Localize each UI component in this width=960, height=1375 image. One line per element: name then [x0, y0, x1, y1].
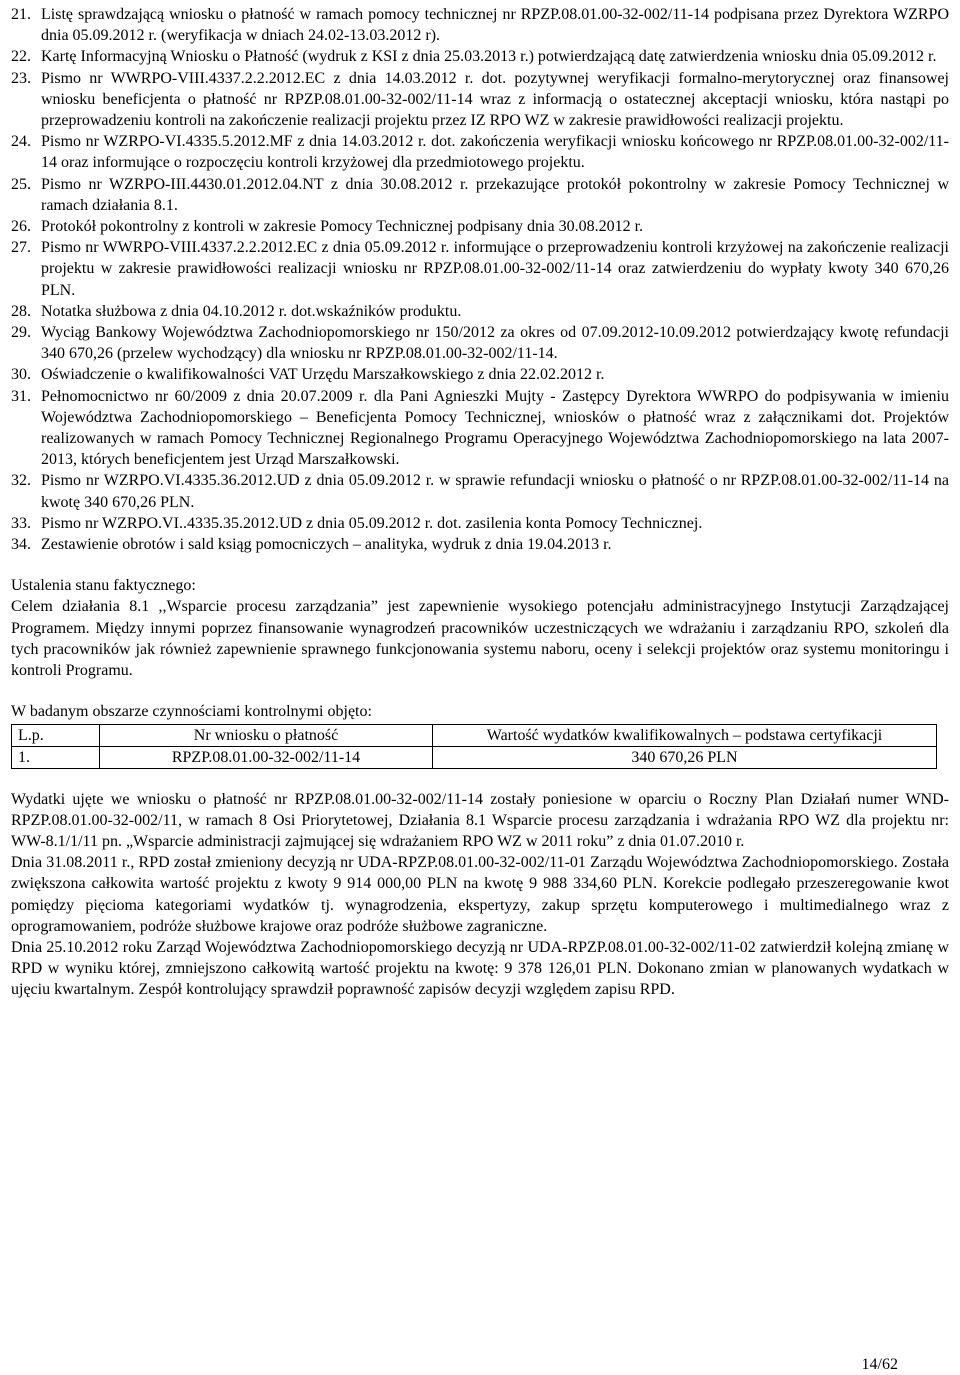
item-text: Protokół pokontrolny z kontroli w zakresie Pomocy Technicznej podpisany dnia 30.08.2012 r. — [41, 218, 644, 236]
closing-paragraph: Wydatki ujęte we wniosku o płatność nr RPZP.08.01.00-32-002/11-14 zostały poniesione w oparciu o Roczny Plan Działań numer WND-RPZP.08.01.00-32-002/11, w ramach 8 Osi Priorytetowej, Działania 8.1 Wsparcie procesu zarządzania i wdrażania RPO WZ dla projektu nr: WW-8.1/1/11 pn. „Wsparcie administracji zajmującej się wdrażaniem RPO WZ w 2011 roku” z dnia 01.07.2010 r. — [11, 790, 949, 850]
list-item — [11, 322, 949, 364]
findings-heading: Ustalenia stanu faktycznego: — [11, 577, 196, 595]
column-header-eligible-value: Wartość wydatków kwalifikowalnych – podstawa certyfikacji — [433, 724, 937, 746]
table-cell: RPZP.08.01.00-32-002/11-14 — [100, 746, 433, 768]
table-cell: 1. — [12, 746, 100, 768]
item-number: 22. — [11, 48, 31, 66]
item-text: Pismo nr WWRPO-VIII.4337.2.2.2012.EC z dnia 05.09.2012 r. informujące o przeprowadzeniu kontroli krzyżowej na zakończenie realizacji projektu w zakresie prawidłowości realizacji wniosku nr RPZP.08.01.00-32-002/11-14 oraz zatwierdzeniu do wypłaty kwoty 340 670,26 PLN. — [41, 239, 949, 299]
scope-table — [11, 724, 937, 769]
item-number: 25. — [11, 175, 31, 193]
attachments-list — [11, 4, 949, 555]
list-item — [11, 364, 949, 385]
list-item — [11, 4, 949, 46]
item-text: Notatka służbowa z dnia 04.10.2012 r. dot.wskaźników produktu. — [41, 302, 462, 320]
list-item — [11, 237, 949, 301]
list-item — [11, 386, 949, 471]
item-text: Zestawienie obrotów i sald ksiąg pomocniczych – analityka, wydruk z dnia 19.04.2013 r. — [41, 536, 612, 554]
item-text: Oświadczenie o kwalifikowalności VAT Urzędu Marszałkowskiego z dnia 22.02.2012 r. — [41, 366, 605, 384]
list-item — [11, 46, 949, 67]
table-row — [12, 746, 937, 768]
item-number: 27. — [11, 239, 31, 257]
item-text: Pismo nr WZRPO.VI..4335.35.2012.UD z dnia 05.09.2012 r. dot. zasilenia konta Pomocy Technicznej. — [41, 514, 703, 532]
item-text: Wyciąg Bankowy Województwa Zachodniopomorskiego nr 150/2012 za okres od 07.09.2012-10.09.2012 potwierdzający kwotę refundacji 340 670,26 (przelew wychodzący) dla wniosku nr RPZP.08.01.00-32-002/11-14. — [41, 324, 949, 363]
item-number: 26. — [11, 218, 31, 236]
table-header-row — [12, 724, 937, 746]
list-item — [11, 534, 949, 555]
item-number: 24. — [11, 133, 31, 151]
item-number: 28. — [11, 302, 31, 320]
item-number: 29. — [11, 324, 31, 342]
item-number: 32. — [11, 472, 31, 490]
item-number: 34. — [11, 536, 31, 554]
findings-paragraph: Celem działania 8.1 ,,Wsparcie procesu zarządzania” jest zapewnienie wysokiego potencjału administracyjnego Instytucji Zarządzającej Programem. Między innymi poprzez finansowanie wynagrodzeń pracowników uczestniczących we wdrażaniu i zarządzaniu RPO, szkoleń dla tych pracowników jak również zapewnienie sprawnego funkcjonowania systemu naboru, oceny i selekcji projektów oraz systemu monitoringu i kontroli Programu. — [11, 598, 949, 680]
item-text: Kartę Informacyjną Wniosku o Płatność (wydruk z KSI z dnia 25.03.2013 r.) potwierdzającą datę zatwierdzenia wniosku dnia 05.09.2012 r. — [41, 48, 937, 66]
list-item — [11, 470, 949, 512]
item-number: 30. — [11, 366, 31, 384]
list-item — [11, 216, 949, 237]
document-page — [11, 4, 949, 1001]
scope-intro: W badanym obszarze czynnościami kontrolnymi objęto: — [11, 703, 372, 721]
item-number: 21. — [11, 6, 31, 23]
list-item — [11, 174, 949, 216]
item-text: Pismo nr WZRPO-VI.4335.5.2012.MF z dnia 14.03.2012 r. dot. zakończenia weryfikacji wniosku końcowego nr RPZP.08.01.00-32-002/11-14 oraz informujące o rozpoczęciu kontroli krzyżowej dla przedmiotowego projektu. — [41, 133, 949, 172]
item-number: 23. — [11, 69, 31, 87]
column-header-lp: L.p. — [12, 724, 100, 746]
list-item — [11, 131, 949, 173]
item-number: 33. — [11, 514, 31, 532]
page-number: 14/62 — [861, 1356, 898, 1373]
list-item — [11, 513, 949, 534]
closing-paragraph: Dnia 31.08.2011 r., RPD został zmieniony decyzją nr UDA-RPZP.08.01.00-32-002/11-01 Zarządu Województwa Zachodniopomorskiego. Została zwiększona całkowita wartość projektu z kwoty 9 914 000,00 PLN na kwotę 9 988 334,60 PLN. Korekcie podlegało przeszeregowanie kwot pomiędzy pięcioma kategoriami wydatków tj. wynagrodzenia, ekspertyzy, zakup sprzętu komputerowego i multimedialnego wraz z oprogramowaniem, podróże służbowe krajowe oraz podróże służbowe zagraniczne. — [11, 854, 949, 935]
item-text: Pismo nr WZRPO-III.4430.01.2012.04.NT z dnia 30.08.2012 r. przekazujące protokół pokontrolny w zakresie Pomocy Technicznej w ramach działania 8.1. — [41, 175, 949, 214]
list-item — [11, 68, 949, 132]
item-text: Listę sprawdzającą wniosku o płatność w ramach pomocy technicznej nr RPZP.08.01.00-32-002/11-14 podpisana przez Dyrektora WZRPO dnia 05.09.2012 r. (weryfikacja w dniach 24.02-13.03.2012 r). — [41, 6, 949, 45]
item-number: 31. — [11, 387, 31, 405]
closing-paragraph: Dnia 25.10.2012 roku Zarząd Województwa Zachodniopomorskiego decyzją nr UDA-RPZP.08.01.00-32-002/11-02 zatwierdził kolejną zmianę w RPD w wyniku której, zmniejszono całkowitą wartość projektu na kwotę: 9 378 126,01 PLN. Dokonano zmian w planowanych wydatkach w ujęciu kwartalnym. Zespół kontrolujący sprawdził poprawność zapisów decyzji względem zapisu RPD. — [11, 938, 949, 999]
column-header-request-number: Nr wniosku o płatność — [100, 724, 433, 746]
list-item — [11, 301, 949, 322]
item-text: Pełnomocnictwo nr 60/2009 z dnia 20.07.2009 r. dla Pani Agnieszki Mujty - Zastępcy Dyrektora WWRPO do podpisywania w imieniu Województwa Zachodniopomorskiego – Beneficjenta Pomocy Technicznej, wniosków o płatność wraz z załącznikami dot. Projektów realizowanych w ramach Pomocy Technicznej Regionalnego Programu Operacyjnego Województwa Zachodniopomorskiego na lata 2007-2013, których beneficjentem jest Urząd Marszałkowski. — [41, 387, 949, 469]
item-text: Pismo nr WZRPO.VI.4335.36.2012.UD z dnia 05.09.2012 r. w sprawie refundacji wniosku o płatność o nr RPZP.08.01.00-32-002/11-14 na kwotę 340 670,26 PLN. — [41, 472, 949, 511]
item-text: Pismo nr WWRPO-VIII.4337.2.2.2012.EC z dnia 14.03.2012 r. dot. pozytywnej weryfikacji formalno-merytorycznej oraz finansowej wniosku beneficjenta o płatność nr RPZP.08.01.00-32-002/11-14 wraz z informacją o ostatecznej akceptacji wniosku, która nastąpi po przeprowadzeniu kontroli na zakończenie realizacji projektu przez IZ RPO WZ w zakresie prawidłowości realizacji projektu. — [41, 69, 949, 130]
table-cell: 340 670,26 PLN — [433, 746, 937, 768]
